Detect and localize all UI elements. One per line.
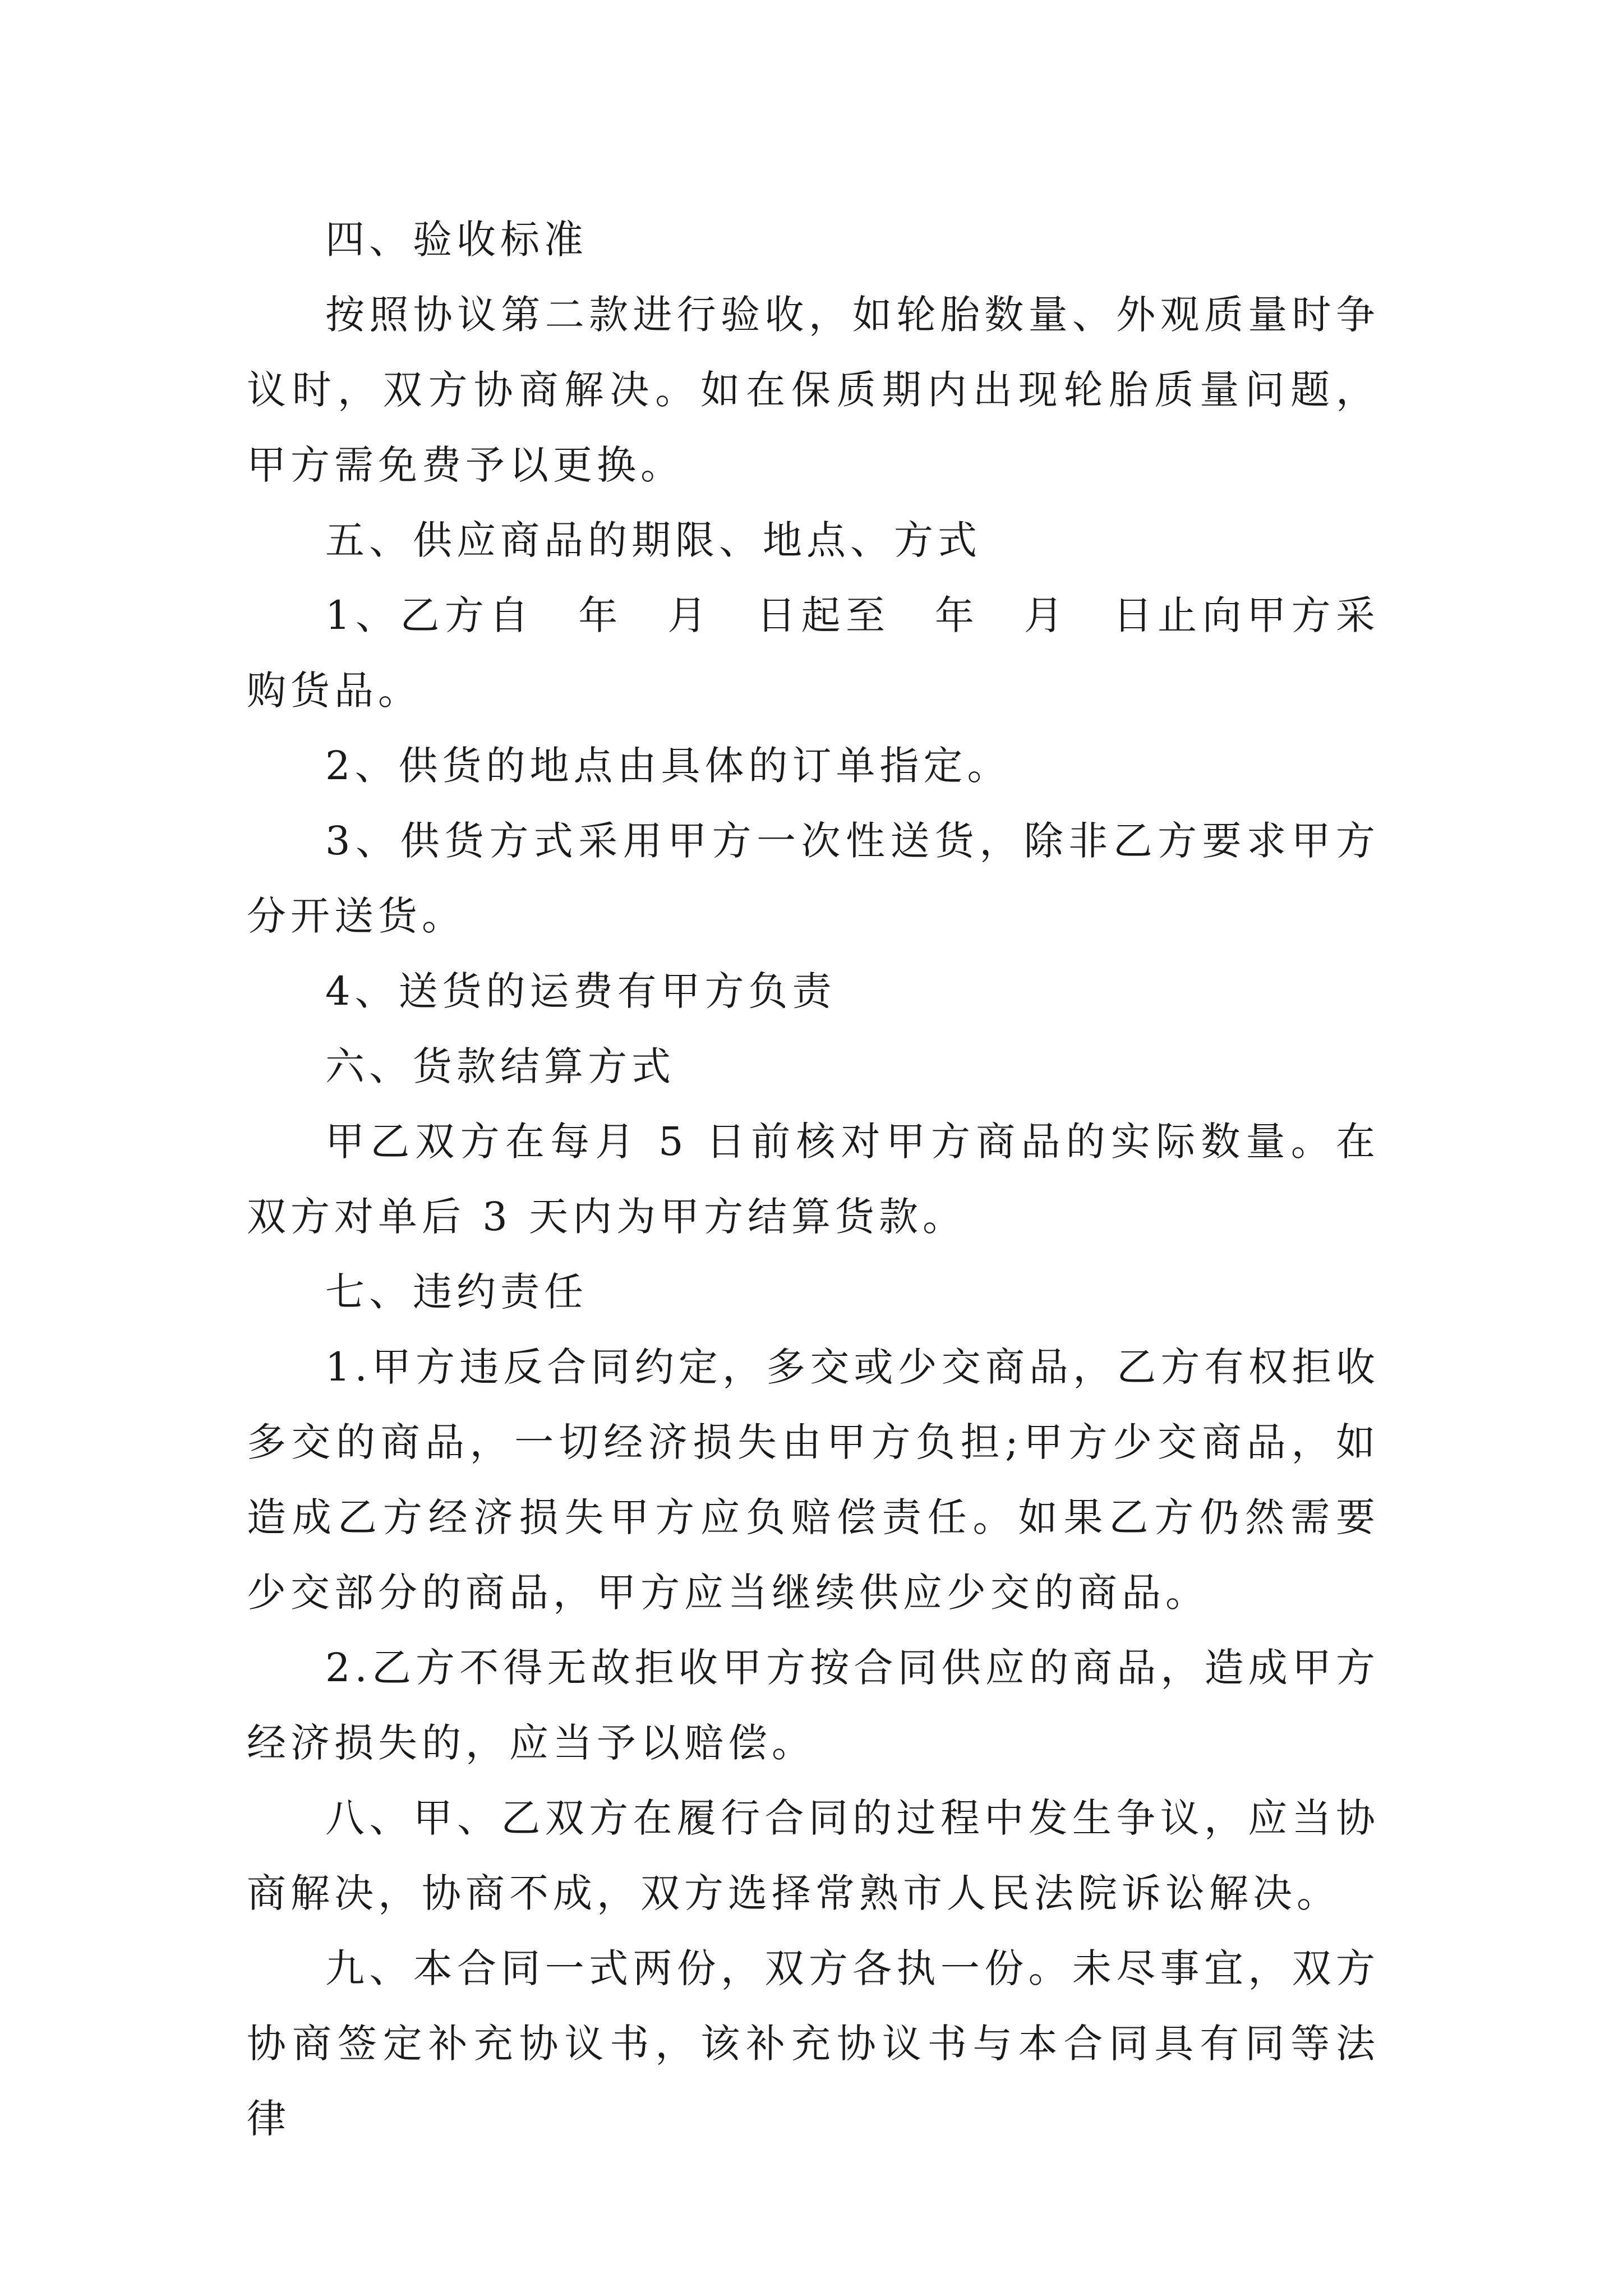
- section-heading-acceptance-standard: 四、验收标准: [325, 217, 588, 263]
- paragraph-breach-party-a: 1.甲方违反合同约定，多交或少交商品，乙方有权拒收多交的商品，一切经济损失由甲方负担;甲方少交商品，如造成乙方经济损失甲方应负赔偿责任。如果乙方仍然需要少交部分的商品，甲方应当继续供应少交的商品。: [247, 1344, 1380, 1616]
- paragraph-delivery-freight: 4、送货的运费有甲方负责: [325, 968, 836, 1014]
- document-body: [247, 202, 1380, 2156]
- section-heading-breach-liability: 七、违约责任: [325, 1269, 588, 1315]
- section-heading-supply-terms: 五、供应商品的期限、地点、方式: [325, 517, 981, 563]
- paragraph-supply-period: 1、乙方自 年 月 日起至 年 月 日止向甲方采购货品。: [247, 592, 1380, 714]
- paragraph-dispute-resolution: 八、甲、乙双方在履行合同的过程中发生争议，应当协商解决，协商不成，双方选择常熟市人民法院诉讼解决。: [247, 1795, 1380, 1916]
- paragraph-supply-method: 3、供货方式采用甲方一次性送货，除非乙方要求甲方分开送货。: [247, 818, 1380, 939]
- paragraph-payment-details: 甲乙双方在每月 5 日前核对甲方商品的实际数量。在双方对单后 3 天内为甲方结算货款。: [247, 1119, 1380, 1240]
- paragraph-breach-party-b: 2.乙方不得无故拒收甲方按合同供应的商品，造成甲方经济损失的，应当予以赔偿。: [247, 1645, 1380, 1766]
- paragraph-acceptance-details: 按照协议第二款进行验收，如轮胎数量、外观质量时争议时，双方协商解决。如在保质期内出现轮胎质量问题，甲方需免费予以更换。: [247, 292, 1380, 488]
- section-heading-payment-settlement: 六、货款结算方式: [325, 1043, 675, 1089]
- paragraph-copies-and-supplements: 九、本合同一式两份，双方各执一份。未尽事宜，双方协商签定补充协议书，该补充协议书与本合同具有同等法律: [247, 1945, 1380, 2142]
- paragraph-supply-location: 2、供货的地点由具体的订单指定。: [325, 743, 1011, 789]
